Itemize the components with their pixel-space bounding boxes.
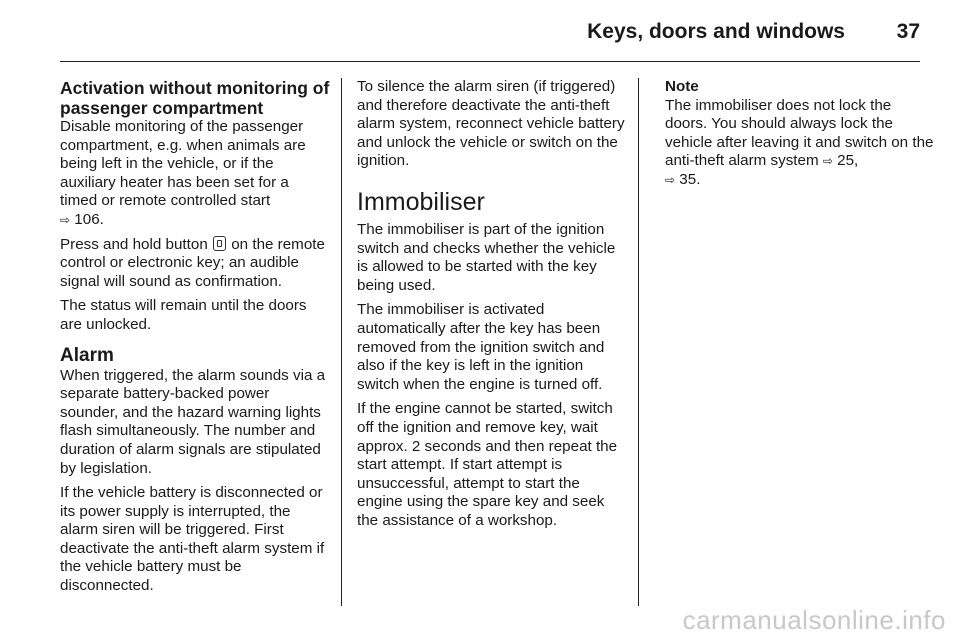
page-header xyxy=(60,18,920,48)
column-divider-2 xyxy=(638,78,639,606)
reference-arrow-icon: ⇨ xyxy=(822,154,833,169)
paragraph xyxy=(60,236,330,292)
reference-arrow-icon: ⇨ xyxy=(665,172,676,187)
paragraph: To silence the alarm siren (if triggered) and therefore deactivate the anti-theft alarm system, reconnect vehicle battery and unlock the vehicle or switch on the ignition. xyxy=(357,78,625,170)
note-title: Note xyxy=(665,78,699,95)
section-title: Keys, doors and windows xyxy=(587,20,845,43)
paragraph: If the vehicle battery is disconnected or its power supply is interrupted, the alarm siren will be triggered. First deactivate the anti-theft alarm system if the vehicle battery must be disconnected. xyxy=(60,484,325,595)
paragraph: The immobiliser is activated automatically after the key has been removed from the ignition switch and also if the key is left in the ignition switch when the engine is turned off. xyxy=(357,301,605,393)
paragraph: The status will remain until the doors are unlocked. xyxy=(60,297,307,333)
page-reference[interactable] xyxy=(665,171,700,188)
reference-page: 35. xyxy=(679,170,701,188)
paragraph-text: Disable monitoring of the passenger compartment, e.g. when animals are being left in the vehicle, or if the auxiliary heater has been set for a timed or remote controlled start xyxy=(60,118,306,210)
page-number: 37 xyxy=(896,20,920,43)
page-reference[interactable] xyxy=(60,211,104,228)
reference-arrow-icon: ⇨ xyxy=(60,212,71,227)
heading-activation: Activation without monitoring of passenger compartment xyxy=(60,78,330,118)
paragraph xyxy=(60,118,330,230)
paragraph-text: on the remote control or electronic key; an audible signal will sound as confirmation. xyxy=(60,235,325,290)
header-rule xyxy=(60,61,920,62)
paragraph: The immobiliser is part of the ignition switch and checks whether the vehicle is allowed to be started with the key being used. xyxy=(357,220,616,294)
paragraph-text: The immobiliser does not lock the doors. You should always lock the vehicle after leaving it and switch on the anti-theft alarm system xyxy=(665,96,934,170)
column-divider-1 xyxy=(341,78,342,606)
reference-page: 25, xyxy=(837,152,859,170)
watermark: carmanualsonline.info xyxy=(682,605,946,635)
paragraph-text: Press and hold button xyxy=(60,235,208,253)
paragraph: When triggered, the alarm sounds via a separate battery-backed power sounder, and the hazard warning lights flash simultaneously. The number and duration of alarm signals are stipulated by legislation. xyxy=(60,366,326,477)
key-button-icon xyxy=(213,236,226,251)
page-reference[interactable] xyxy=(823,152,858,169)
reference-page: 106. xyxy=(74,210,104,228)
column-right xyxy=(665,78,935,196)
note-text xyxy=(665,97,935,190)
heading-immobiliser: Immobiliser xyxy=(357,187,485,216)
column-left xyxy=(60,78,330,602)
column-middle xyxy=(357,78,627,536)
paragraph: If the engine cannot be started, switch off the ignition and remove key, wait approx. 2 seconds and then repeat the start attempt. If start attempt is unsuccessful, attempt to start the engine using the spare key and seek the assistance of a workshop. xyxy=(357,400,618,529)
heading-alarm: Alarm xyxy=(60,344,114,366)
